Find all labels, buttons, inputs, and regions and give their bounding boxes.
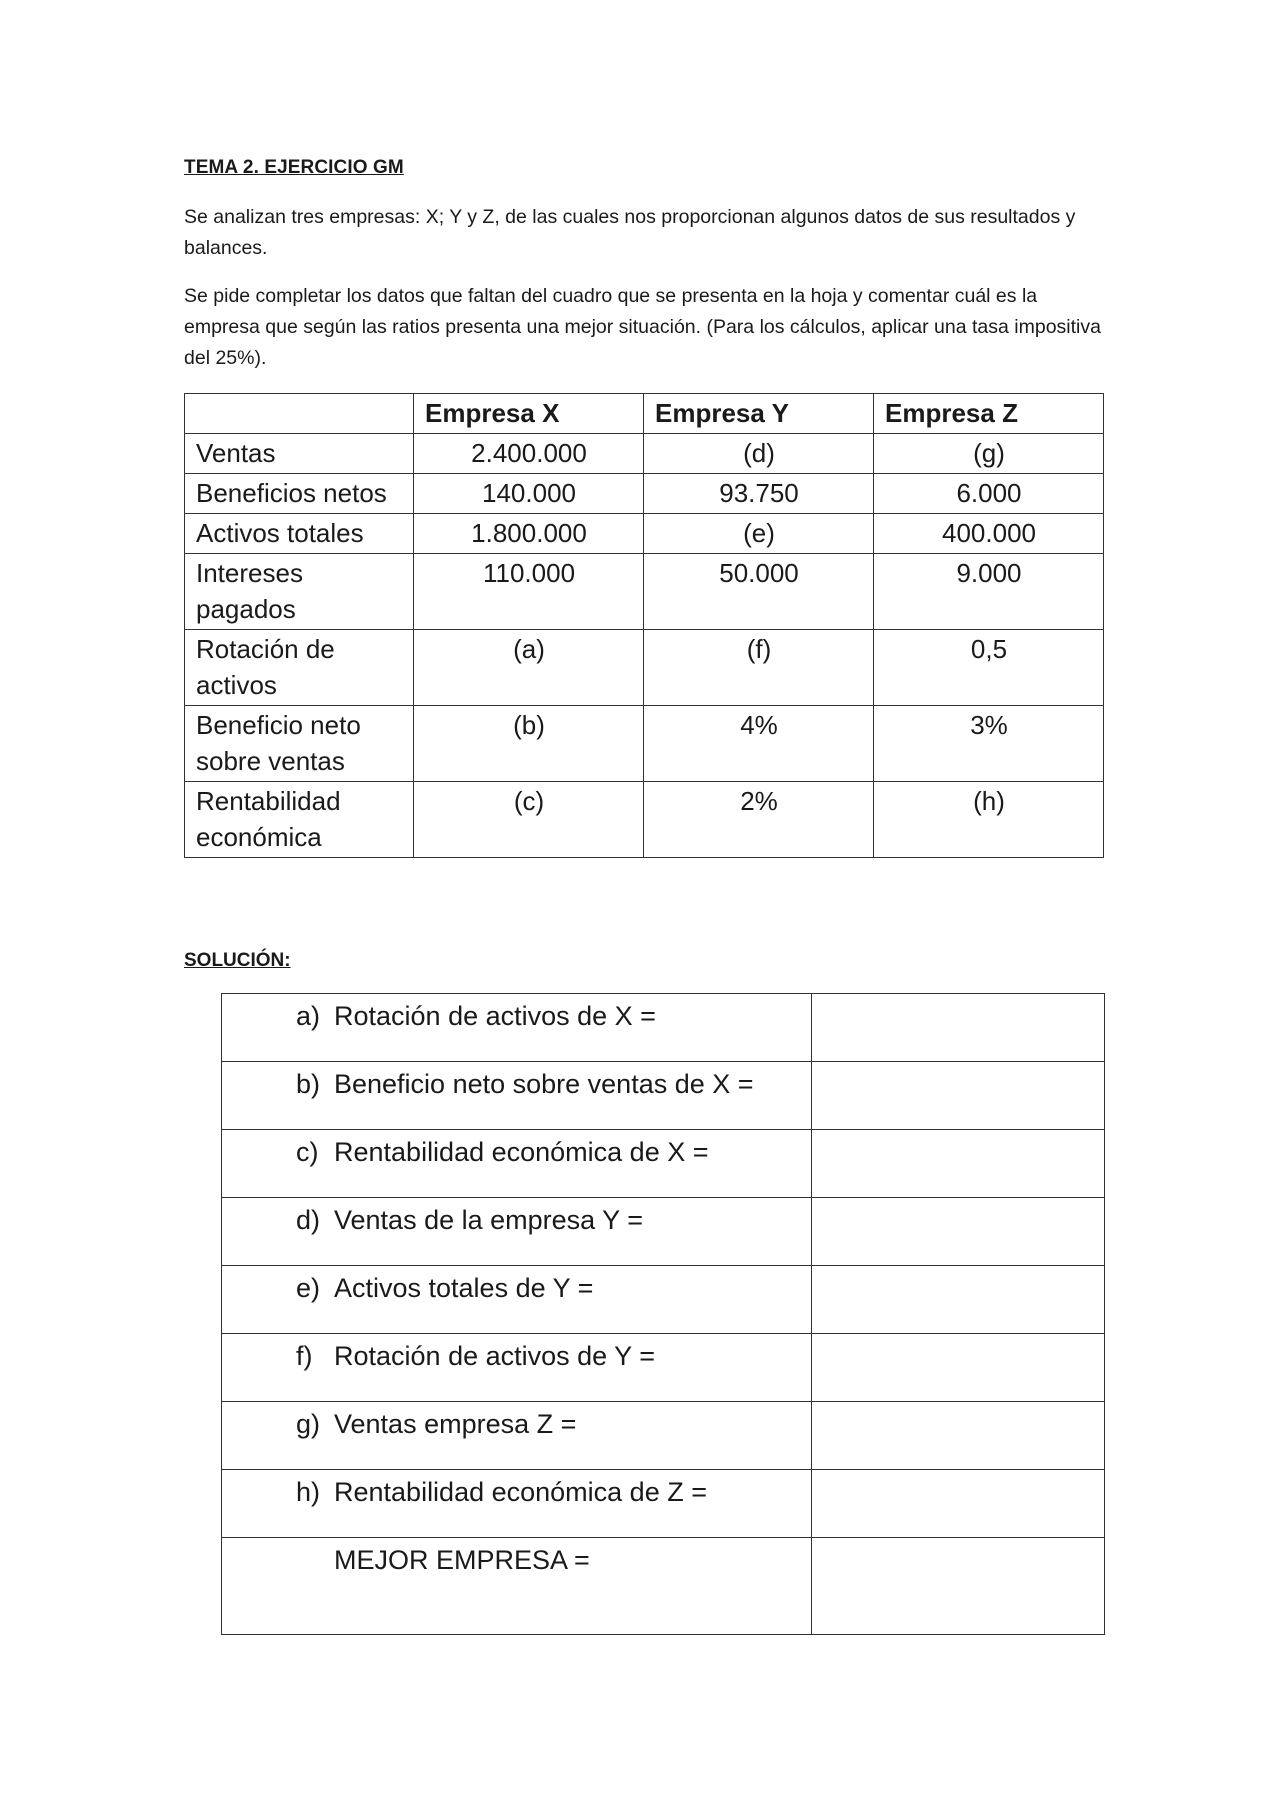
question-letter: b) <box>296 1069 321 1099</box>
answer-cell[interactable] <box>812 1334 1105 1402</box>
question-text: Ventas de la empresa Y = <box>334 1205 643 1235</box>
row-label: Beneficio neto sobre ventas <box>185 706 414 782</box>
cell-y: 4% <box>644 706 874 782</box>
cell-y: 2% <box>644 782 874 858</box>
header-empty <box>185 394 414 434</box>
cell-x: 110.000 <box>414 554 644 630</box>
header-empresa-x: Empresa X <box>414 394 644 434</box>
cell-x: (b) <box>414 706 644 782</box>
solution-row <box>222 1402 1105 1470</box>
question-cell <box>222 1130 812 1198</box>
best-company-answer-cell[interactable] <box>812 1538 1105 1635</box>
answer-cell[interactable] <box>812 994 1105 1062</box>
question-cell <box>222 1062 812 1130</box>
row-label: Rentabilidad económica <box>185 782 414 858</box>
answer-cell[interactable] <box>812 1130 1105 1198</box>
answer-cell[interactable] <box>812 1266 1105 1334</box>
header-empresa-y: Empresa Y <box>644 394 874 434</box>
solution-row <box>222 1266 1105 1334</box>
solution-row <box>222 1198 1105 1266</box>
question-letter: f) <box>296 1341 313 1371</box>
solution-row <box>222 1130 1105 1198</box>
row-label: Beneficios netos <box>185 474 414 514</box>
answer-cell[interactable] <box>812 1062 1105 1130</box>
cell-z: 9.000 <box>874 554 1104 630</box>
row-label: Ventas <box>185 434 414 474</box>
question-text: Rotación de activos de Y = <box>334 1341 655 1371</box>
solution-row <box>222 1334 1105 1402</box>
exercise-title: TEMA 2. EJERCICIO GM <box>184 157 404 178</box>
cell-x: 1.800.000 <box>414 514 644 554</box>
question-cell <box>222 1334 812 1402</box>
table-row <box>185 514 1104 554</box>
cell-x: 140.000 <box>414 474 644 514</box>
question-letter: h) <box>296 1477 321 1507</box>
cell-y: (f) <box>644 630 874 706</box>
question-text: Beneficio neto sobre ventas de X = <box>334 1069 754 1099</box>
cell-z: 3% <box>874 706 1104 782</box>
cell-z: (h) <box>874 782 1104 858</box>
cell-z: 0,5 <box>874 630 1104 706</box>
row-label: Intereses pagados <box>185 554 414 630</box>
table-row <box>185 706 1104 782</box>
best-company-row <box>222 1538 1105 1635</box>
table-row <box>185 474 1104 514</box>
table-row <box>185 782 1104 858</box>
solution-row <box>222 994 1105 1062</box>
question-letter: c) <box>296 1137 319 1167</box>
question-letter: a) <box>296 1001 321 1031</box>
question-text: Activos totales de Y = <box>334 1273 594 1303</box>
solution-title: SOLUCIÓN: <box>184 950 291 971</box>
solution-row <box>222 1062 1105 1130</box>
question-cell <box>222 1470 812 1538</box>
question-cell <box>222 1402 812 1470</box>
intro-paragraph: Se analizan tres empresas: X; Y y Z, de las cuales nos proporcionan algunos datos de sus resultados y balances. <box>184 206 1076 259</box>
table-row <box>185 630 1104 706</box>
cell-y: 50.000 <box>644 554 874 630</box>
question-letter: e) <box>296 1273 321 1303</box>
answer-cell[interactable] <box>812 1198 1105 1266</box>
table-header-row <box>185 394 1104 434</box>
question-letter: g) <box>296 1409 321 1439</box>
cell-x: (c) <box>414 782 644 858</box>
instructions-paragraph: Se pide completar los datos que faltan del cuadro que se presenta en la hoja y comentar cuál es la empresa que según las ratios presenta una mejor situación. (Para los cálculos, aplicar una tasa impositiva del 25%). <box>184 285 1101 369</box>
question-text: Ventas empresa Z = <box>334 1409 577 1439</box>
best-company-cell <box>222 1538 812 1635</box>
cell-y: 93.750 <box>644 474 874 514</box>
cell-y: (d) <box>644 434 874 474</box>
answer-cell[interactable] <box>812 1470 1105 1538</box>
question-text: Rotación de activos de X = <box>334 1001 656 1031</box>
table-row <box>185 434 1104 474</box>
table-row <box>185 554 1104 630</box>
cell-x: 2.400.000 <box>414 434 644 474</box>
cell-z: (g) <box>874 434 1104 474</box>
question-letter: d) <box>296 1205 321 1235</box>
cell-x: (a) <box>414 630 644 706</box>
cell-y: (e) <box>644 514 874 554</box>
row-label: Activos totales <box>185 514 414 554</box>
question-cell <box>222 1198 812 1266</box>
answer-cell[interactable] <box>812 1402 1105 1470</box>
cell-z: 6.000 <box>874 474 1104 514</box>
header-empresa-z: Empresa Z <box>874 394 1104 434</box>
solution-table <box>221 993 1105 1635</box>
solution-row <box>222 1470 1105 1538</box>
best-company-label: MEJOR EMPRESA = <box>334 1545 590 1575</box>
question-text: Rentabilidad económica de X = <box>334 1137 709 1167</box>
question-cell <box>222 994 812 1062</box>
question-text: Rentabilidad económica de Z = <box>334 1477 707 1507</box>
question-cell <box>222 1266 812 1334</box>
cell-z: 400.000 <box>874 514 1104 554</box>
row-label: Rotación de activos <box>185 630 414 706</box>
data-table <box>184 393 1104 858</box>
